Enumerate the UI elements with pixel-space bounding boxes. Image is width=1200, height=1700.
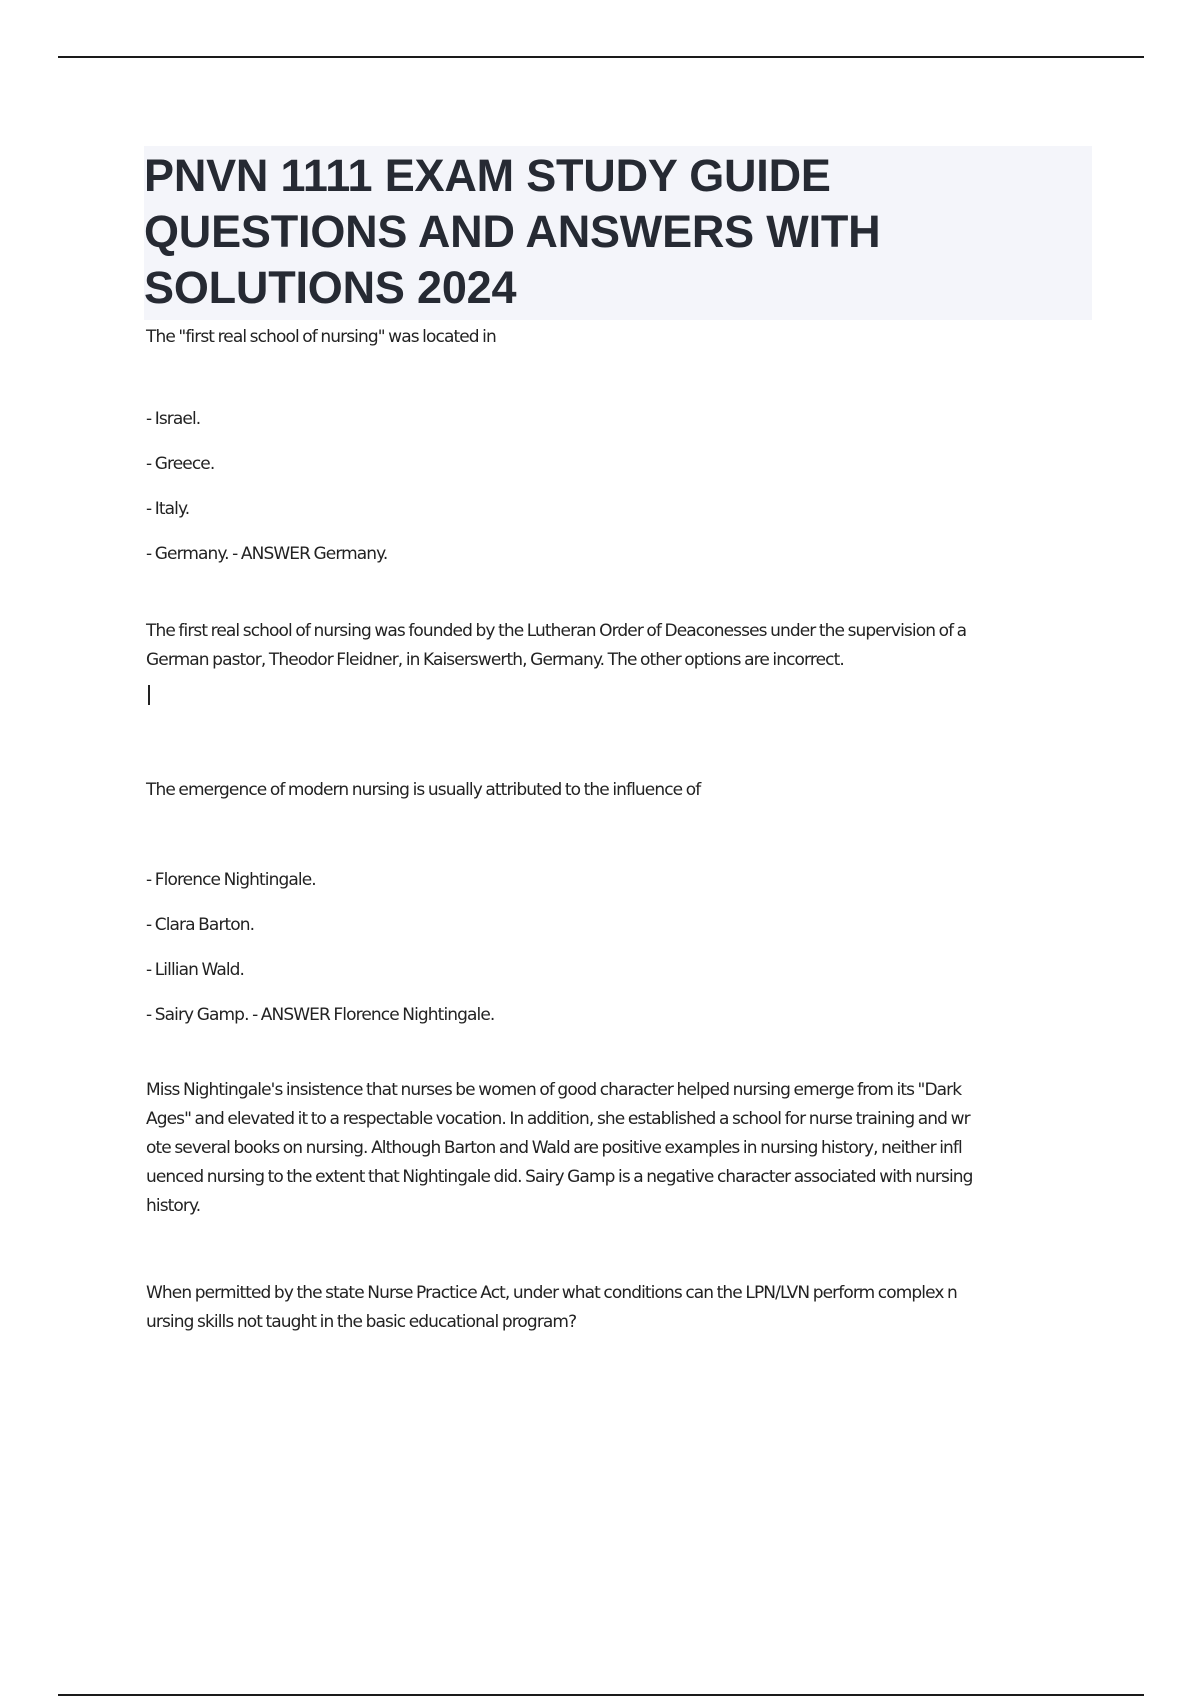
question-3-prompt	[146, 1279, 1096, 1337]
q3-prompt-line-1: When permitted by the state Nurse Practice Act, under what conditions can the LPN/LVN perform complex n	[146, 1283, 957, 1303]
title-block	[144, 146, 1092, 320]
question-1-option-d-answer: - Germany. - ANSWER Germany.	[146, 544, 388, 564]
q2-explanation-line-1: Miss Nightingale's insistence that nurses be women of good character helped nursing emerge from its "Dark	[146, 1080, 962, 1100]
question-1-prompt: The "first real school of nursing" was located in	[146, 327, 496, 347]
question-1-option-b: - Greece.	[146, 454, 215, 474]
question-2-explanation	[146, 1076, 1096, 1221]
q1-explanation-line-2: German pastor, Theodor Fleidner, in Kaiserswerth, Germany. The other options are incorrect.	[146, 650, 844, 670]
q2-explanation-line-5: history.	[146, 1196, 201, 1216]
q3-prompt-line-2: ursing skills not taught in the basic educational program?	[146, 1312, 577, 1332]
text-cursor	[148, 685, 150, 705]
bottom-rule	[58, 1694, 1144, 1696]
question-1-option-c: - Italy.	[146, 499, 190, 519]
question-1-options	[146, 404, 1096, 569]
question-1-explanation	[146, 617, 1096, 675]
question-2-option-a: - Florence Nightingale.	[146, 870, 316, 890]
q2-explanation-line-4: uenced nursing to the extent that Nightingale did. Sairy Gamp is a negative character associated with nursing	[146, 1167, 973, 1187]
title-line-3: SOLUTIONS 2024	[144, 262, 517, 313]
text-cursor-line	[146, 685, 1096, 715]
question-2-options	[146, 865, 1096, 1030]
top-rule	[58, 56, 1144, 58]
question-2-option-d-answer: - Sairy Gamp. - ANSWER Florence Nightingale.	[146, 1005, 495, 1025]
q2-explanation-line-2: Ages" and elevated it to a respectable vocation. In addition, she established a school for nurse training and wr	[146, 1109, 970, 1129]
title-line-1: PNVN 1111 EXAM STUDY GUIDE	[144, 150, 831, 201]
question-2-prompt: The emergence of modern nursing is usually attributed to the influence of	[146, 780, 701, 800]
question-1-option-a: - Israel.	[146, 409, 201, 429]
document-body	[146, 146, 1096, 1337]
question-2-option-c: - Lillian Wald.	[146, 960, 245, 980]
title-line-2: QUESTIONS AND ANSWERS WITH	[144, 206, 881, 257]
q2-explanation-line-3: ote several books on nursing. Although Barton and Wald are positive examples in nursing history, neither infl	[146, 1138, 962, 1158]
question-2-option-b: - Clara Barton.	[146, 915, 255, 935]
q1-explanation-line-1: The first real school of nursing was founded by the Lutheran Order of Deaconesses under the supervision of a	[146, 621, 967, 641]
document-title	[144, 148, 1092, 316]
